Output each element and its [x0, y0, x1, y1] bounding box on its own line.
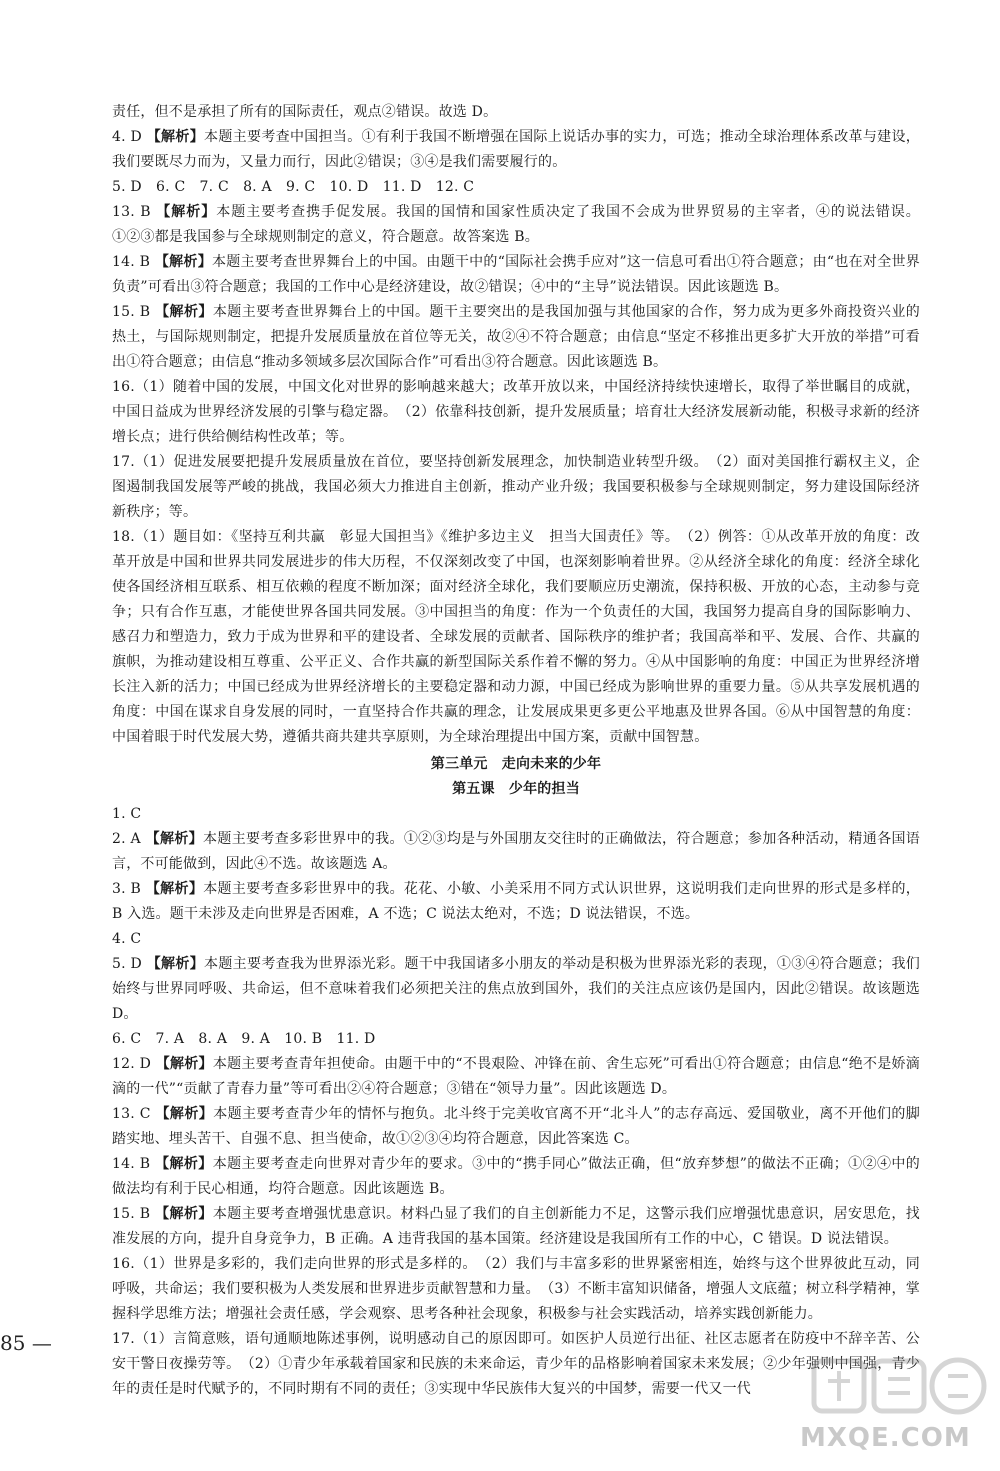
answer-text: 18.（1）题目如：《坚持互利共赢 彰显大国担当》《维护多边主义 担当大国责任》等。 （2）例答：①从改革开放的角度：改革开放是中国和世界共同发展进步的伟大历程，不仅深刻改变了中国，也深刻影响着世界。②从经济全球化的角度：经济全球化使各国经济相互联系、相互依赖的程度不断加深；面对经济全球化，我们要顺应历史潮流，保持积极、开放的心态，主动参与竞争；只有合作互惠，才能使世界各国共同发展。③中国担当的角度：作为一个负责任的大国，我国努力提高自身的国际影响力、感召力和塑造力，致力于成为世界和平的建设者、全球发展的贡献者、国际秩序的维护者；我国高举和平、发展、合作、共赢的旗帜，为推动建设相互尊重、公平正义、合作共赢的新型国际关系作着不懈的努力。④从中国影响的角度：中国正为世界经济增长注入新的活力；中国已经成为世界经济增长的主要稳定器和动力源，中国已经成为影响世界的重要力量。⑤从共享发展机遇的角度：中国在谋求自身发展的同时，一直坚持合作共赢的理念，让发展成果更多更公平地惠及世界各国。⑥从中国智慧的角度：中国着眼于时代发展大势，遵循共商共建共享原则，为全球治理提出中国方案，贡献中国智慧。: [112, 529, 920, 745]
question-number: 2. A: [112, 831, 146, 847]
answer-paragraph: [112, 300, 920, 375]
answer-paragraph: [112, 1252, 920, 1327]
page-number: [0, 1331, 90, 1355]
answer-text: 本题主要考查青年担使命。由题干中的“不畏艰险、冲锋在前、舍生忘死”可看出①符合题意；由信息“绝不是娇滴滴的一代”“贡献了青春力量”等可看出②④符合题意；③错在“领导力量”。因此该题选 D。: [112, 1056, 920, 1097]
answer-text: 本题主要考查青少年的情怀与抱负。北斗终于完美收官离不开“北斗人”的志存高远、爱国敬业，离不开他们的脚踏实地、埋头苦干、自强不息、担当使命，故①②③④均符合题意，因此答案选 C。: [112, 1106, 921, 1147]
page-number-dash: —: [31, 1331, 50, 1355]
answer-text: 4. C: [112, 931, 142, 947]
answer-text: 本题主要考查我为世界添光彩。题干中我国诸多小朋友的举动是积极为世界添光彩的表现，①③④符合题意；我们始终与世界同呼吸、共命运，但不意味着我们必须把关注的焦点放到国外，我们的关注点应该仍是国内，因此②错误。故该题选 D。: [112, 956, 920, 1022]
answer-text: 16.（1）随着中国的发展，中国文化对世界的影响越来越大；改革开放以来，中国经济持续快速增长，取得了举世瞩目的成就，中国日益成为世界经济发展的引擎与稳定器。 （2）依靠科技创新，提升发展质量；培育壮大经济发展新动能，积极寻求新的经济增长点；进行供给侧结构性改革；等。: [112, 379, 920, 445]
answer-text: 本题主要考查世界舞台上的中国。由题干中的“国际社会携手应对”这一信息可看出①符合题意；由“也在对全世界负责”可看出③符合题意；我国的工作中心是经济建设，故②错误；④中的“主导”说法错误。因此该题选 B。: [112, 254, 920, 295]
answer-paragraph: [112, 827, 920, 877]
answer-text: 本题主要考查中国担当。①有利于我国不断增强在国际上说话办事的实力，可选；推动全球治理体系改革与建设，我们要既尽力而为，又量力而行，因此②错误；③④是我们需要履行的。: [112, 129, 920, 170]
analysis-tag: 【解析】: [155, 1056, 213, 1072]
answer-paragraph: [112, 250, 920, 300]
answer-paragraph: [112, 175, 920, 200]
unit-title: 第三单元 走向未来的少年: [430, 756, 602, 772]
watermark: [790, 1351, 990, 1461]
analysis-tag: 【解析】: [155, 1106, 214, 1122]
question-number: 15. B: [112, 304, 156, 320]
answer-section-2: [112, 802, 920, 1402]
lesson-title: 第五课 少年的担当: [452, 781, 580, 797]
watermark-url: MXQE.COM: [800, 1423, 971, 1453]
analysis-tag: 【解析】: [146, 956, 205, 972]
question-number: 14. B: [112, 254, 155, 270]
answer-paragraph: [112, 802, 920, 827]
question-number: 5. D: [112, 956, 147, 972]
answer-paragraph: [112, 1027, 920, 1052]
question-number: 15. B: [112, 1206, 156, 1222]
analysis-tag: 【解析】: [155, 1156, 213, 1172]
page-number-text: 85: [0, 1331, 26, 1355]
answer-section-1: [112, 100, 920, 750]
answer-text: 本题主要考查增强忧患意识。材料凸显了我们的自主创新能力不足，这警示我们应增强忧患意识，居安思危，找准发展的方向，提升自身竞争力，B 正确。A 违背我国的基本国策。经济建设是我国所有工作的中心，C 错误。D 说法错误。: [112, 1206, 920, 1247]
question-number: 13. C: [112, 1106, 156, 1122]
analysis-tag: 【解析】: [145, 831, 204, 847]
answer-paragraph: [112, 100, 920, 125]
question-number: 12. D: [112, 1056, 156, 1072]
answer-text: 本题主要考查世界舞台上的中国。题干主要突出的是我国加强与其他国家的合作，努力成为更多外商投资兴业的热土，与国际规则制定，把提升发展质量放在首位等无关，故②④不符合题意；由信息“坚定不移推出更多扩大开放的举措”可看出①符合题意；由信息“推动多领域多层次国际合作”可看出③符合题意。因此该题选 B。: [112, 304, 920, 370]
question-number: 4. D: [112, 129, 147, 145]
analysis-tag: 【解析】: [155, 304, 213, 320]
answer-text: 本题主要考查携手促发展。我国的国情和国家性质决定了我国不会成为世界贸易的主宰者，④的说法错误。①②③都是我国参与全球规则制定的意义，符合题意。故答案选 B。: [112, 204, 920, 245]
answer-text: 5. D 6. C 7. C 8. A 9. C 10. D 11. D 12. C: [112, 179, 475, 195]
watermark-logo-icon: [810, 1351, 990, 1421]
answer-text: 本题主要考查走向世界对青少年的要求。③中的“携手同心”做法正确，但“放弃梦想”的做法不正确；①②④中的做法均有利于民心相通，均符合题意。因此该题选 B。: [112, 1156, 920, 1197]
question-number: 3. B: [112, 881, 146, 897]
answer-text: 17.（1）言简意赅，语句通顺地陈述事例，说明感动自己的原因即可。如医护人员逆行出征、社区志愿者在防疫中不辞辛苦、公安干警日夜操劳等。 （2）①青少年承载着国家和民族的未来命运，青少年的品格影响着国家未来发展；②少年强则中国强，青少年的责任是时代赋予的，不同时期有不同的责任；③实现中华民族伟大复兴的中国梦，需要一代又一代: [112, 1331, 920, 1397]
analysis-tag: 【解析】: [156, 204, 217, 220]
answer-paragraph: [112, 525, 920, 750]
answer-text: 6. C 7. A 8. A 9. A 10. B 11. D: [112, 1031, 376, 1047]
answer-paragraph: [112, 952, 920, 1027]
answer-paragraph: [112, 450, 920, 525]
answer-paragraph: [112, 1152, 920, 1202]
answer-paragraph: [112, 1102, 920, 1152]
answer-paragraph: [112, 125, 920, 175]
answer-paragraph: [112, 927, 920, 952]
analysis-tag: 【解析】: [146, 129, 205, 145]
answer-text: 本题主要考查多彩世界中的我。①②③均是与外国朋友交往时的正确做法，符合题意；参加各种活动，精通各国语言，不可能做到，因此④不选。故该题选 A。: [112, 831, 920, 872]
answer-paragraph: [112, 1202, 920, 1252]
answer-text: 17.（1）促进发展要把提升发展质量放在首位，要坚持创新发展理念，加快制造业转型升级。 （2）面对美国推行霸权主义，企图遏制我国发展等严峻的挑战，我国必须大力推进自主创新，推动产业升级；我国要积极参与全球规则制定，努力建设国际经济新秩序；等。: [112, 454, 920, 520]
page-body: [112, 100, 920, 1402]
answer-paragraph: [112, 200, 920, 250]
answer-text: 16.（1）世界是多彩的，我们走向世界的形式是多样的。 （2）我们与丰富多彩的世界紧密相连，始终与这个世界彼此互动，同呼吸，共命运；我们要积极为人类发展和世界进步贡献智慧和力量。 （3）不断丰富知识储备，增强人文底蕴；树立科学精神，掌握科学思维方法；增强社会责任感，学会观察、思考各种社会现象，积极参与社会实践活动，培养实践创新能力。: [112, 1256, 920, 1322]
analysis-tag: 【解析】: [154, 254, 212, 270]
answer-text: 1. C: [112, 806, 142, 822]
analysis-tag: 【解析】: [155, 1206, 213, 1222]
answer-paragraph: [112, 375, 920, 450]
question-number: 14. B: [112, 1156, 156, 1172]
analysis-tag: 【解析】: [145, 881, 204, 897]
answer-paragraph: [112, 877, 920, 927]
answer-paragraph: [112, 1052, 920, 1102]
answer-text: 本题主要考查多彩世界中的我。花花、小敏、小美采用不同方式认识世界，这说明我们走向世界的形式是多样的，B 入选。题干未涉及走向世界是否困难，A 不选；C 说法太绝对，不选；D 说法错误，不选。: [112, 881, 920, 922]
question-number: 13. B: [112, 204, 157, 220]
answer-text: 责任，但不是承担了所有的国际责任，观点②错误。故选 D。: [112, 104, 498, 120]
